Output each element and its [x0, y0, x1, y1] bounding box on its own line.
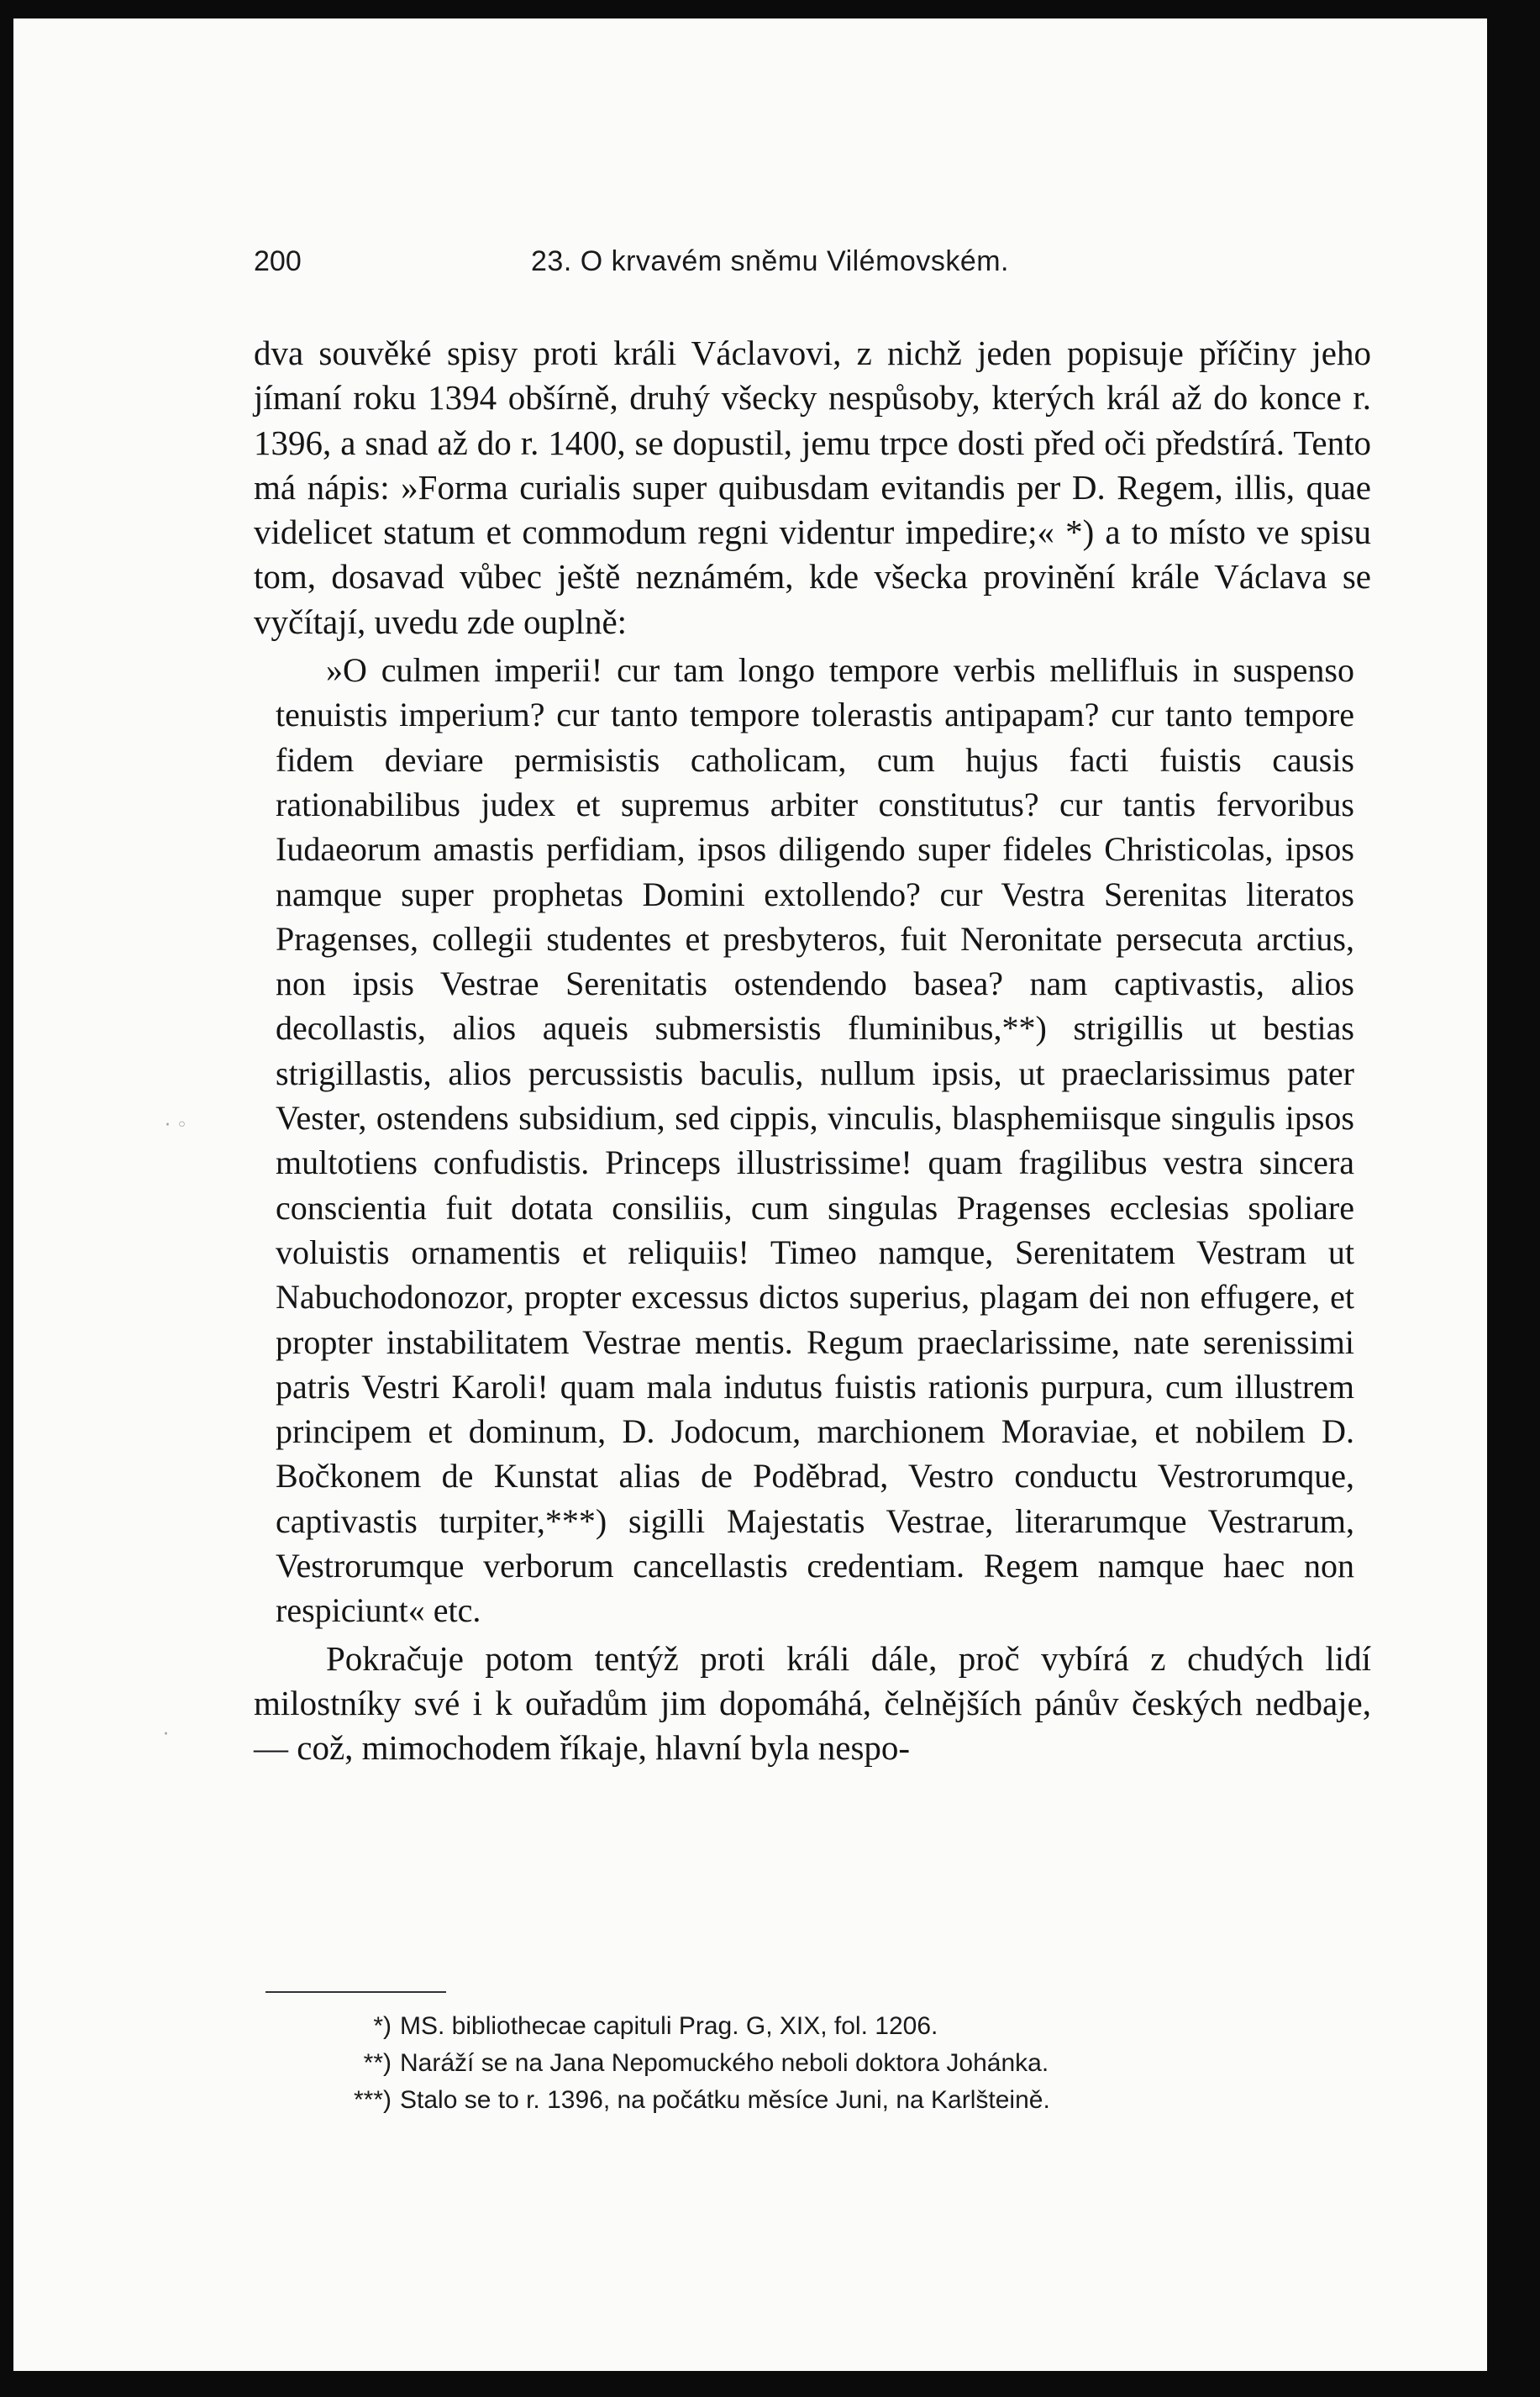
footnote-2	[333, 2045, 1341, 2082]
margin-speck: · ◦	[165, 1115, 187, 1136]
footnote-1	[333, 2008, 1341, 2045]
footnote-divider	[265, 1991, 446, 1993]
running-title: 23. O krvavém sněmu Vilémovském.	[531, 245, 1009, 277]
page-header	[254, 245, 1371, 287]
footnote-3	[333, 2082, 1341, 2119]
paragraph-intro: dva souvěké spisy proti králi Václavovi, z nichž jeden popisuje příčiny jeho jímaní roku 1394 obšírně, druhý všecky nespůsoby, kterých král až do konce r. 1396, a snad až do r. 1400, se dopustil, jemu trpce dosti před oči předstírá. Tento má nápis: »Forma curialis super quibusdam evitandis per D. Regem, illis, quae videlicet statum et commodum regni videntur impedire;« *) a to místo ve spisu tom, dosavad vůbec ještě neznámém, kde všecka provinění krále Václava se vyčítají, uvedu zde ouplně:	[254, 334, 1371, 641]
paragraph-continuation: Pokračuje potom tentýž proti králi dále, proč vybírá z chudých lidí milostníky své i k ouřadům jim dopomáhá, čelnějších pánův českých nedbaje, — což, mimochodem říkaje, hlavní byla nespo-	[254, 1638, 1371, 1768]
book-page	[13, 18, 1487, 2371]
page-number: 200	[254, 245, 302, 277]
main-text	[254, 331, 1371, 1771]
footnote-text: Stalo se to r. 1396, na počátku měsíce Juni, na Karlšteině.	[400, 2086, 1050, 2114]
footnote-mark: **)	[363, 2049, 392, 2077]
margin-speck: ·	[163, 1724, 169, 1745]
footnotes	[333, 2008, 1341, 2119]
footnote-text: Naráží se na Jana Nepomuckého neboli doktora Johánka.	[400, 2049, 1049, 2077]
footnote-mark: *)	[373, 2012, 392, 2040]
footnote-text: MS. bibliothecae capituli Prag. G, XIX, fol. 1206.	[400, 2012, 938, 2040]
paragraph-latin-quote: »O culmen imperii! cur tam longo tempore verbis mellifluis in suspenso tenuistis imperium? cur tanto tempore tolerastis antipapam? cur tanto tempore fidem deviare permisistis catholicam, cum hujus facti fuistis causis rationabilibus judex et supremus arbiter constitutus? cur tantis fervoribus Iudaeorum amastis perfidiam, ipsos diligendo super fideles Christicolas, ipsos namque super prophetas Domini extollendo? cur Vestra Serenitas literatos Pragenses, collegii studentes et presbyteros, fuit Neronitate persecuta arctius, non ipsis Vestrae Serenitatis ostendendo basea? nam captivastis, alios decollastis, alios aqueis submersistis fluminibus,**) strigillis ut bestias strigillastis, alios percussistis baculis, nullum ipsis, ut praeclarissimus pater Vester, ostendens subsidium, sed cippis, vinculis, blasphemiisque singulis ipsos multotiens confudistis. Princeps illustrissime! quam fragilibus vestra sincera conscientia fuit dotata consiliis, cum singulas Pragenses ecclesias spoliare voluistis ornamentis et reliquiis! Timeo namque, Serenitatem Vestram ut Nabuchodonozor, propter excessus dictos superius, plagam dei non effugere, et propter instabilitatem Vestrae mentis. Regum praeclarissime, nate serenissimi patris Vestri Karoli! quam mala indutus fuistis rationis purpura, cum illustrem principem et dominum, D. Jodocum, marchionem Moraviae, et nobilem D. Bočkonem de Kunstat alias de Poděbrad, Vestro conductu Vestrorumque, captivastis turpiter,***) sigilli Majestatis Vestrae, literarumque Vestrarum, Vestrorumque verborum cancellastis credentiam. Regem namque haec non respiciunt« etc.	[276, 651, 1354, 1630]
footnote-mark: ***)	[353, 2086, 392, 2114]
